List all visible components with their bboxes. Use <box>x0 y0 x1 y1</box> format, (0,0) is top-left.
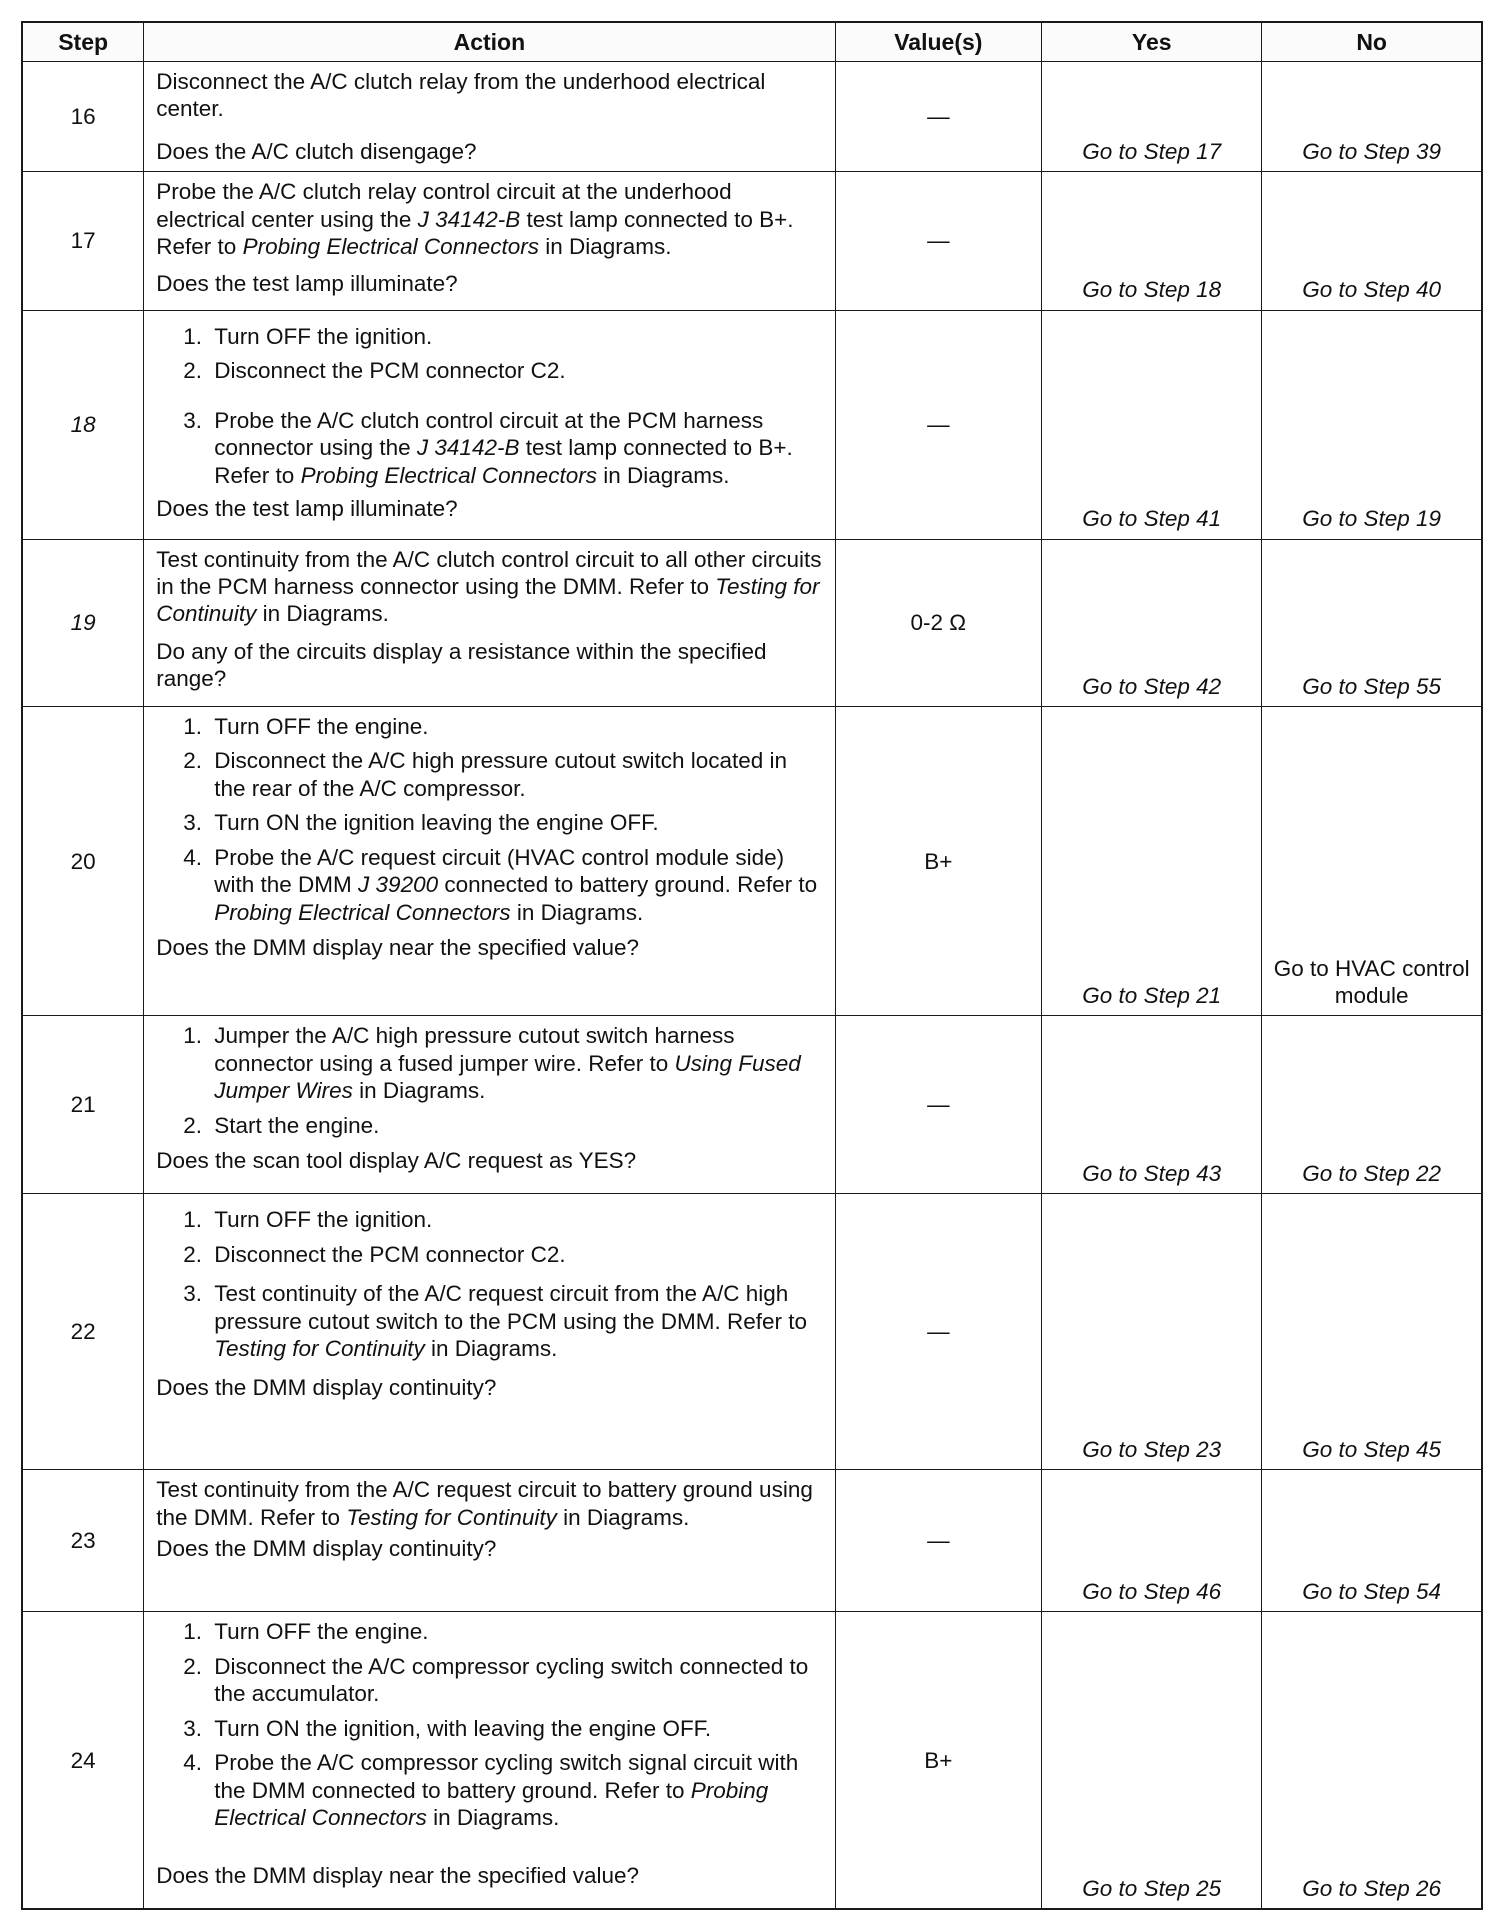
action-step: 1. Turn OFF the ignition. <box>208 323 822 350</box>
action-text: Disconnect the A/C clutch relay from the underhood electrical center. <box>156 69 766 122</box>
action-cell <box>144 62 835 172</box>
action-steps <box>156 713 822 926</box>
yes-cell: Go to Step 21 <box>1042 706 1262 1016</box>
action-cell <box>144 1612 835 1909</box>
table-row <box>22 310 1482 539</box>
header-action: Action <box>144 22 835 62</box>
value-cell: — <box>835 172 1042 311</box>
action-steps <box>156 1022 822 1139</box>
yes-cell: Go to Step 25 <box>1042 1612 1262 1909</box>
diagnostic-table <box>21 21 1483 1910</box>
table-row <box>22 539 1482 706</box>
action-text: Probe the A/C clutch relay control circuit at the underhood electrical center using the J 34142-B test lamp connected to B+. Refer to Probing Electrical Connectors in Diagrams. <box>156 179 794 259</box>
action-step: 2. Disconnect the A/C high pressure cutout switch located in the rear of the A/C compressor. <box>208 747 822 802</box>
no-cell: Go to Step 39 <box>1262 62 1482 172</box>
action-step: 2. Disconnect the PCM connector C2. <box>208 1241 822 1268</box>
value-cell: — <box>835 62 1042 172</box>
action-step: 2. Start the engine. <box>208 1112 822 1139</box>
step-number: 21 <box>22 1016 144 1194</box>
step-number: 22 <box>22 1194 144 1470</box>
no-cell: Go to Step 55 <box>1262 539 1482 706</box>
table-row <box>22 1470 1482 1612</box>
header-value: Value(s) <box>835 22 1042 62</box>
no-cell: Go to HVAC control module <box>1262 706 1482 1016</box>
action-step: 3. Test continuity of the A/C request circuit from the A/C high pressure cutout switch to the PCM using the DMM. Refer to Testing for Continuity in Diagrams. <box>208 1280 822 1362</box>
table-row <box>22 1612 1482 1909</box>
table-row <box>22 172 1482 311</box>
action-step: 1. Turn OFF the engine. <box>208 1618 822 1645</box>
action-cell <box>144 706 835 1016</box>
action-step: 3. Turn ON the ignition leaving the engine OFF. <box>208 809 822 836</box>
action-cell <box>144 172 835 311</box>
yes-cell: Go to Step 43 <box>1042 1016 1262 1194</box>
value-cell: — <box>835 310 1042 539</box>
yes-cell: Go to Step 18 <box>1042 172 1262 311</box>
action-cell <box>144 1470 835 1612</box>
no-cell: Go to Step 54 <box>1262 1470 1482 1612</box>
action-text: Test continuity from the A/C request circuit to battery ground using the DMM. Refer to Testing for Continuity in Diagrams. <box>156 1477 813 1530</box>
action-question: Does the test lamp illuminate? <box>156 496 458 522</box>
action-cell <box>144 310 835 539</box>
step-number: 16 <box>22 62 144 172</box>
value-cell: — <box>835 1016 1042 1194</box>
action-question: Does the A/C clutch disengage? <box>156 138 477 164</box>
action-steps <box>156 1618 822 1831</box>
action-step: 3. Probe the A/C clutch control circuit at the PCM harness connector using the J 34142-B test lamp connected to B+. Refer to Probing Electrical Connectors in Diagrams. <box>208 407 822 489</box>
action-cell <box>144 1016 835 1194</box>
no-cell: Go to Step 45 <box>1262 1194 1482 1470</box>
header-step: Step <box>22 22 144 62</box>
value-cell: B+ <box>835 706 1042 1016</box>
action-step: 1. Turn OFF the engine. <box>208 713 822 740</box>
value-cell: 0-2 Ω <box>835 539 1042 706</box>
action-cell <box>144 539 835 706</box>
table-row <box>22 1016 1482 1194</box>
action-steps <box>156 323 822 489</box>
action-question: Does the DMM display continuity? <box>156 1536 497 1562</box>
action-question: Does the test lamp illuminate? <box>156 271 458 297</box>
step-number: 24 <box>22 1612 144 1909</box>
table-row <box>22 1194 1482 1470</box>
header-yes: Yes <box>1042 22 1262 62</box>
table-row <box>22 62 1482 172</box>
no-cell: Go to Step 26 <box>1262 1612 1482 1909</box>
diagnostic-table-page <box>21 21 1483 1910</box>
table-row <box>22 706 1482 1016</box>
no-cell: Go to Step 40 <box>1262 172 1482 311</box>
action-question: Does the DMM display near the specified value? <box>156 1862 640 1888</box>
action-step: 3. Turn ON the ignition, with leaving the engine OFF. <box>208 1715 822 1742</box>
yes-cell: Go to Step 46 <box>1042 1470 1262 1612</box>
action-cell <box>144 1194 835 1470</box>
action-steps <box>156 1206 822 1362</box>
action-text: Test continuity from the A/C clutch control circuit to all other circuits in the PCM harness connector using the DMM. Refer to Testing for Continuity in Diagrams. <box>156 546 822 627</box>
step-number: 20 <box>22 706 144 1016</box>
value-cell: — <box>835 1470 1042 1612</box>
action-step: 2. Disconnect the A/C compressor cycling switch connected to the accumulator. <box>208 1653 822 1708</box>
step-number: 23 <box>22 1470 144 1612</box>
action-step: 4. Probe the A/C request circuit (HVAC control module side) with the DMM J 39200 connected to battery ground. Refer to Probing Electrical Connectors in Diagrams. <box>208 844 822 926</box>
step-number: 19 <box>22 539 144 706</box>
action-step: 2. Disconnect the PCM connector C2. <box>208 357 822 384</box>
no-cell: Go to Step 19 <box>1262 310 1482 539</box>
action-question: Does the DMM display near the specified value? <box>156 935 640 961</box>
yes-cell: Go to Step 42 <box>1042 539 1262 706</box>
action-question: Does the scan tool display A/C request as YES? <box>156 1148 637 1174</box>
step-number: 17 <box>22 172 144 311</box>
value-cell: B+ <box>835 1612 1042 1909</box>
value-cell: — <box>835 1194 1042 1470</box>
yes-cell: Go to Step 23 <box>1042 1194 1262 1470</box>
action-step: 1. Jumper the A/C high pressure cutout switch harness connector using a fused jumper wire. Refer to Using Fused Jumper Wires in Diagrams. <box>208 1022 822 1104</box>
yes-cell: Go to Step 17 <box>1042 62 1262 172</box>
header-no: No <box>1262 22 1482 62</box>
action-question: Do any of the circuits display a resistance within the specified range? <box>156 638 767 692</box>
action-step: 4. Probe the A/C compressor cycling switch signal circuit with the DMM connected to battery ground. Refer to Probing Electrical Connectors in Diagrams. <box>208 1749 822 1831</box>
step-number: 18 <box>22 310 144 539</box>
action-question: Does the DMM display continuity? <box>156 1375 497 1401</box>
no-cell: Go to Step 22 <box>1262 1016 1482 1194</box>
yes-cell: Go to Step 41 <box>1042 310 1262 539</box>
table-header-row <box>22 22 1482 62</box>
action-step: 1. Turn OFF the ignition. <box>208 1206 822 1233</box>
